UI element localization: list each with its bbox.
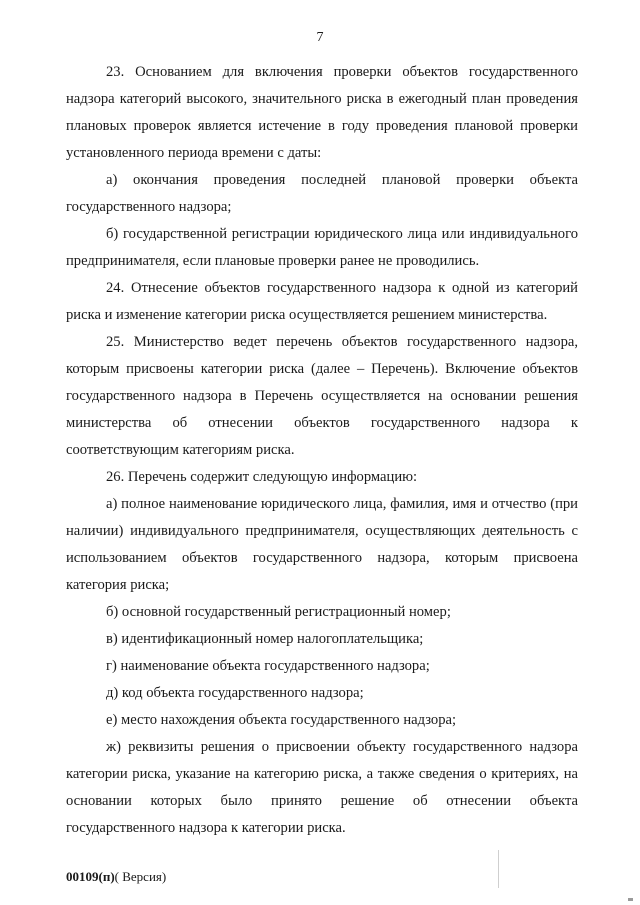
document-body	[66, 59, 578, 842]
paragraph-26-d: д) код объекта государственного надзора;	[106, 685, 364, 701]
paragraph-26-e: е) место нахождения объекта государственного надзора;	[106, 712, 457, 728]
footer	[66, 869, 166, 885]
paragraph-24: 24. Отнесение объектов государственного надзора к одной из категорий риска и изменение категории риска осуществляется решением министерства.	[66, 280, 578, 323]
scan-artifact-line	[498, 850, 499, 888]
paragraph-23: 23. Основанием для включения проверки объектов государственного надзора категорий высокого, значительного риска в ежегодный план проведения плановых проверок является истечение в году проведения плановой проверки установленного периода времени с даты:	[66, 64, 578, 161]
document-code: 00109(п)	[66, 869, 115, 884]
scan-artifact-dot	[628, 898, 633, 901]
paragraph-26-g: г) наименование объекта государственного надзора;	[106, 658, 430, 674]
paragraph-23-a: а) окончания проведения последней плановой проверки объекта государственного надзора;	[66, 172, 578, 215]
document-version: ( Версия)	[114, 869, 167, 884]
paragraph-26: 26. Перечень содержит следующую информацию:	[106, 469, 418, 485]
paragraph-23-b: б) государственной регистрации юридического лица или индивидуального предпринимателя, если плановые проверки ранее не проводились.	[66, 226, 578, 269]
page-number: 7	[316, 30, 324, 45]
paragraph-25: 25. Министерство ведет перечень объектов государственного надзора, которым присвоены категории риска (далее – Перечень). Включение объектов государственного надзора в Перечень осуществляется на основании решения министерства об отнесении объектов государственного надзора к соответствующим категориям риска.	[66, 334, 578, 458]
paragraph-26-zh: ж) реквизиты решения о присвоении объекту государственного надзора категории риска, указание на категорию риска, а также сведения о критериях, на основании которых было принято решение об отнесении объекта государственного надзора к категории риска.	[66, 739, 578, 836]
paragraph-26-b: б) основной государственный регистрационный номер;	[106, 604, 451, 620]
paragraph-26-a: а) полное наименование юридического лица, фамилия, имя и отчество (при наличии) индивидуального предпринимателя, осуществляющих деятельность с использованием объектов государственного надзора, которым присвоена категория риска;	[66, 496, 578, 593]
paragraph-26-v: в) идентификационный номер налогоплательщика;	[106, 631, 424, 647]
